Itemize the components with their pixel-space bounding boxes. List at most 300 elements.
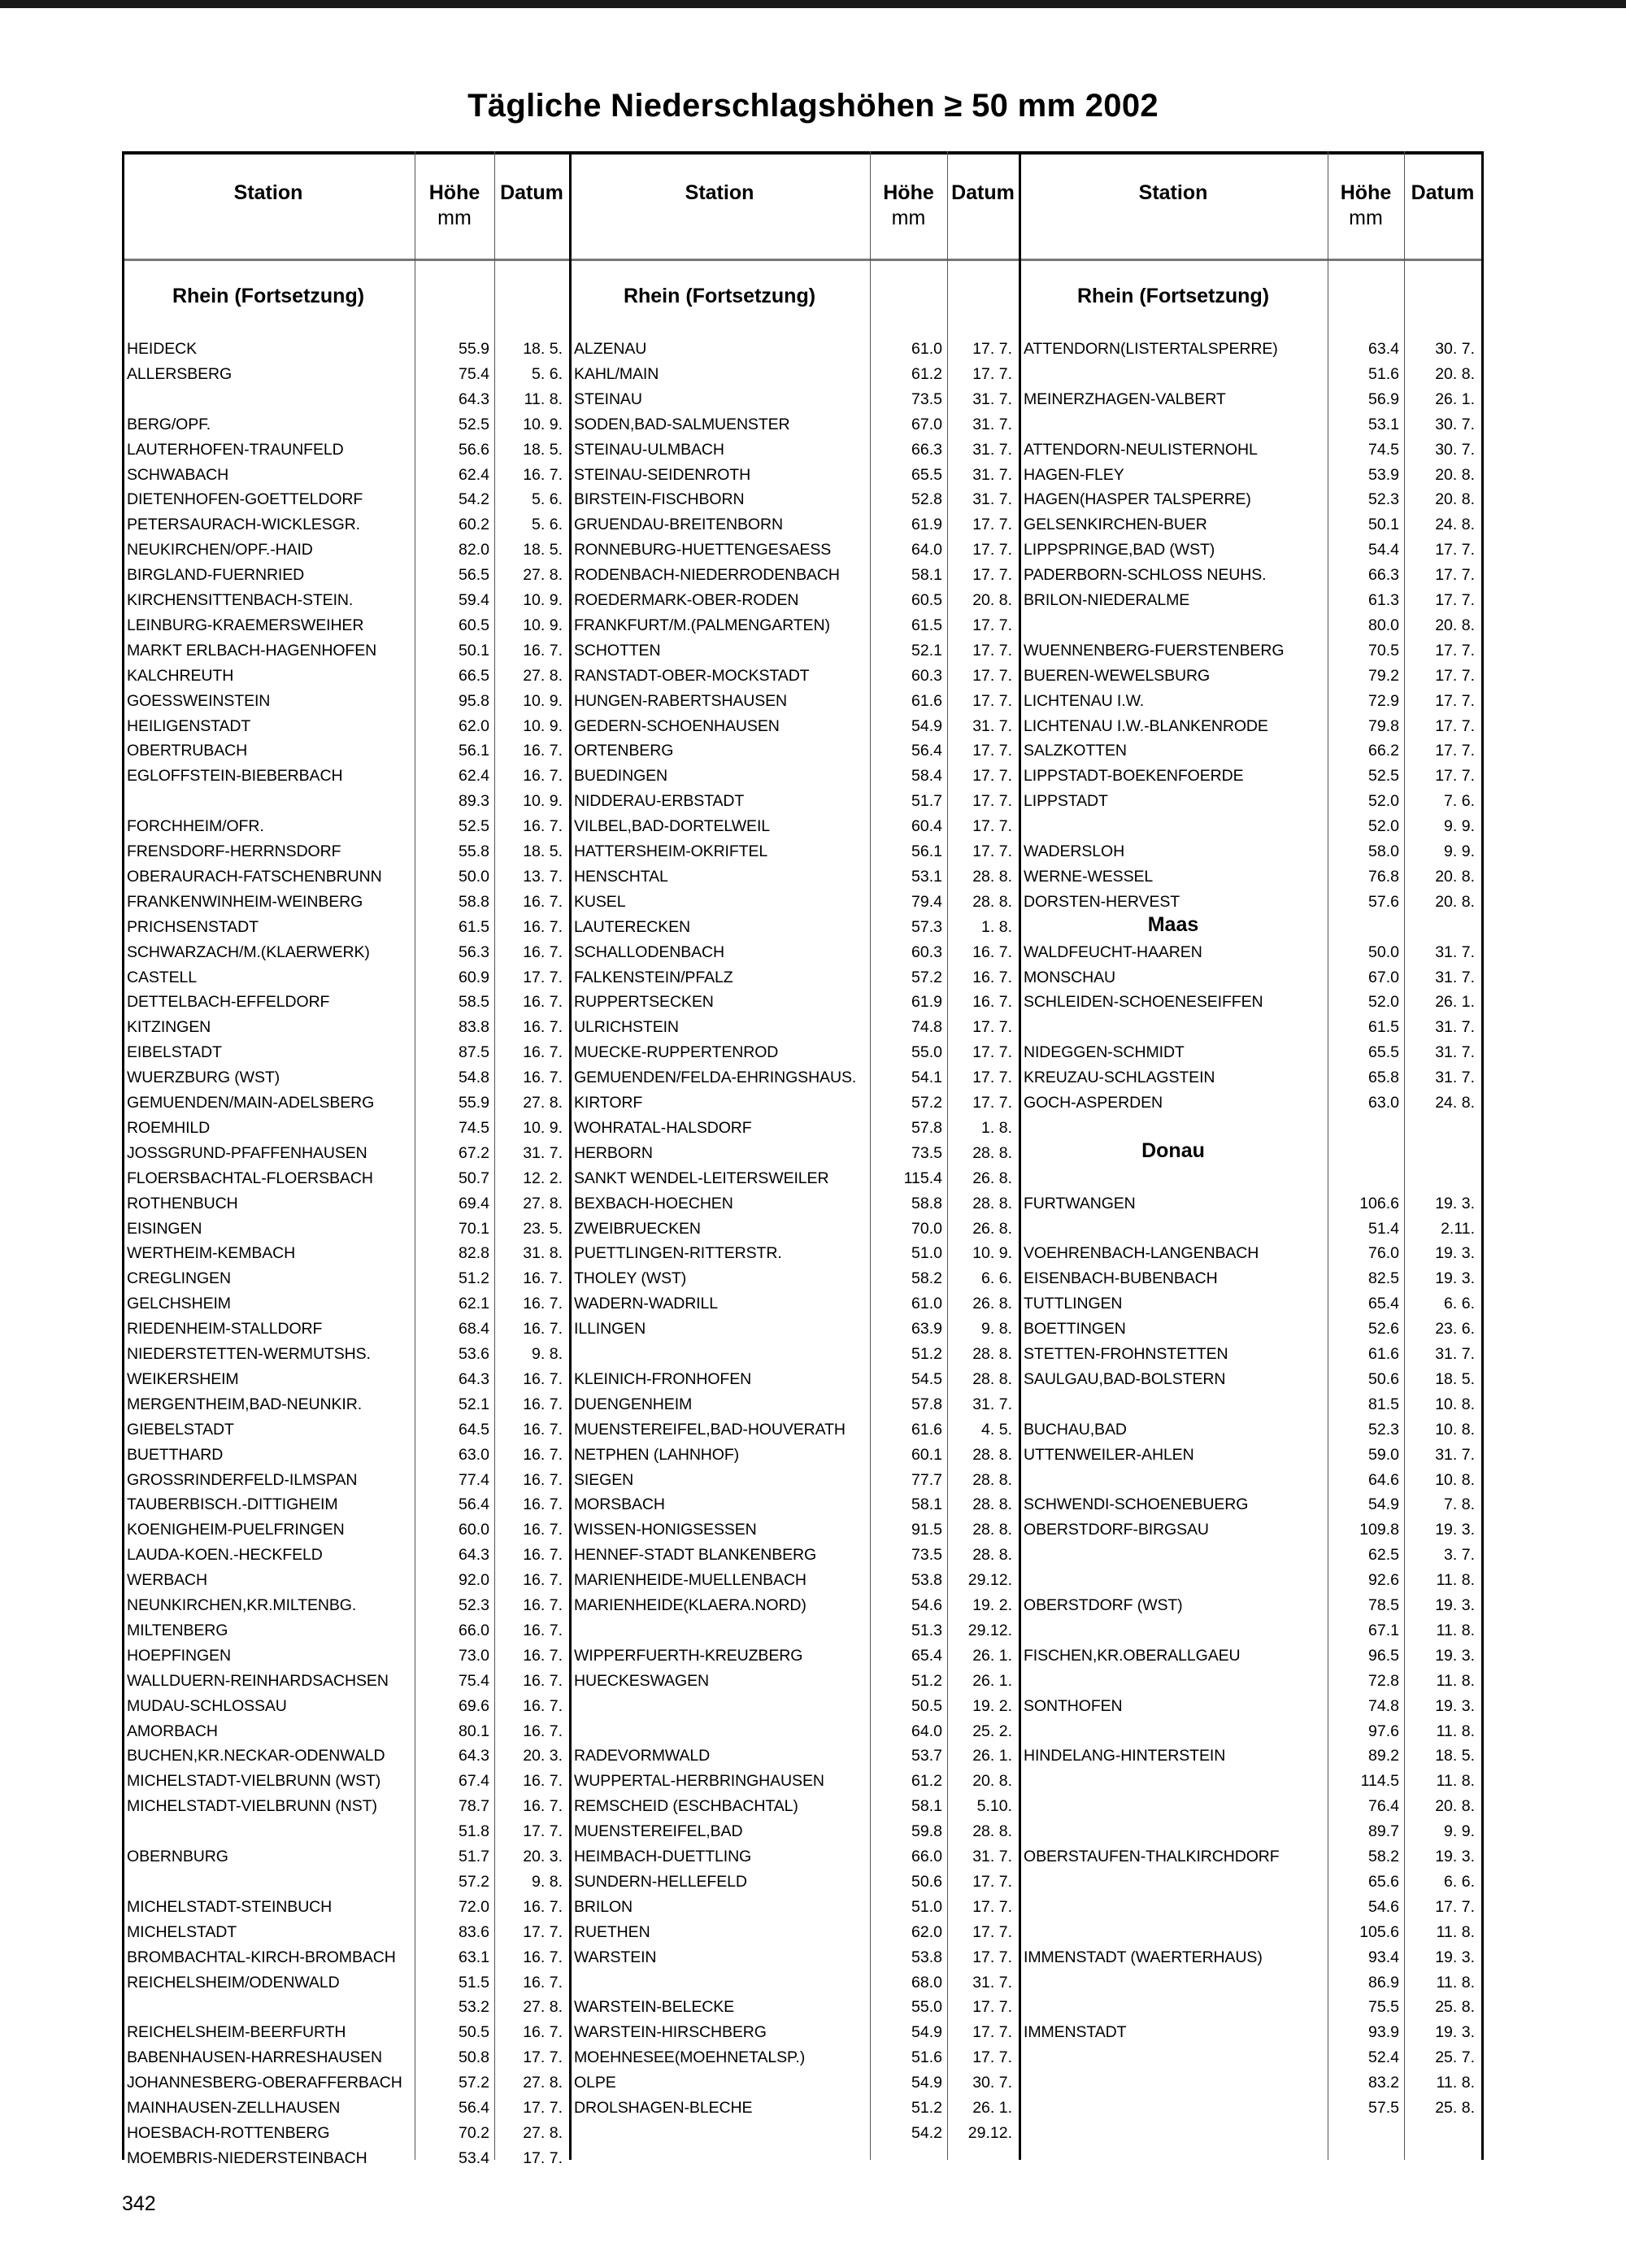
- date-value: 31. 7.: [972, 415, 1012, 433]
- date-value: 17. 7.: [972, 691, 1012, 710]
- height-value: 83.6: [459, 1922, 489, 1941]
- table-row: [1019, 1945, 1481, 1970]
- date-value: 16. 7.: [523, 1897, 563, 1916]
- table-row: [122, 1844, 569, 1869]
- table-row: [569, 1669, 1019, 1693]
- table-row: [122, 463, 569, 487]
- station-name: DORSTEN-HERVEST: [1024, 892, 1180, 911]
- table-row: [122, 362, 569, 386]
- date-value: 11. 8.: [524, 390, 563, 408]
- date-value: 10. 9.: [523, 591, 563, 609]
- height-value: 65.4: [1368, 1295, 1399, 1313]
- table-row: [569, 689, 1019, 713]
- date-value: 16. 7.: [523, 892, 563, 911]
- station-name: DROLSHAGEN-BLECHE: [574, 2099, 753, 2117]
- date-value: 17. 7.: [523, 1822, 563, 1841]
- table-row: [569, 1065, 1019, 1090]
- date-value: 26. 8.: [972, 1295, 1012, 1313]
- date-value: 19. 3.: [1435, 1948, 1475, 1966]
- height-value: 55.9: [459, 1094, 489, 1112]
- station-name: MICHELSTADT-VIELBRUNN (WST): [127, 1772, 381, 1791]
- table-row: [122, 2070, 569, 2095]
- date-value: 1. 8.: [981, 917, 1012, 936]
- date-value: 9. 9.: [1444, 817, 1475, 836]
- table-row: [1019, 1241, 1481, 1265]
- table-row: [1019, 1065, 1481, 1090]
- height-value: 57.3: [911, 917, 942, 936]
- date-value: 1. 8.: [981, 1118, 1012, 1137]
- station-name: LIPPSPRINGE,BAD (WST): [1024, 541, 1215, 559]
- height-value: 57.2: [911, 1094, 942, 1112]
- table-row: [569, 638, 1019, 663]
- station-name: SALZKOTTEN: [1024, 742, 1127, 760]
- height-value: 83.8: [459, 1018, 489, 1037]
- table-row: [569, 1593, 1019, 1617]
- height-value: 61.3: [1368, 591, 1399, 609]
- station-name: MUENSTEREIFEL,BAD: [574, 1822, 743, 1841]
- table-row: [1019, 738, 1481, 763]
- header-datum: Datum: [951, 181, 1015, 204]
- station-name: HINDELANG-HINTERSTEIN: [1024, 1747, 1226, 1765]
- height-value: 50.1: [459, 641, 489, 660]
- height-value: 62.4: [459, 465, 489, 484]
- table-row: [569, 1492, 1019, 1517]
- header-bottom-rule: [1019, 259, 1483, 261]
- header-hoehe-label: Höhe: [1340, 181, 1392, 204]
- header-hoehe: [415, 181, 494, 231]
- station-name: EISINGEN: [127, 1219, 202, 1238]
- table-row: [569, 1568, 1019, 1592]
- station-name: ROEDERMARK-OBER-RODEN: [574, 591, 799, 609]
- date-value: 16. 7.: [523, 465, 563, 484]
- table-row: [569, 1970, 1019, 1995]
- height-value: 69.6: [459, 1696, 489, 1715]
- height-value: 55.8: [459, 842, 489, 860]
- table-row: [122, 689, 569, 713]
- height-value: 51.3: [911, 1621, 942, 1639]
- date-value: 6. 6.: [981, 1269, 1012, 1288]
- table-row: [569, 714, 1019, 738]
- header-bottom-rule: [122, 259, 571, 261]
- height-value: 68.4: [459, 1320, 489, 1339]
- table-row: [1019, 1291, 1481, 1316]
- table-row: [122, 1342, 569, 1366]
- table-row: [122, 1241, 569, 1265]
- date-value: 28. 8.: [972, 1822, 1012, 1841]
- station-name: WADERSLOH: [1024, 842, 1125, 860]
- station-name: NIEDERSTETTEN-WERMUTSHS.: [127, 1345, 371, 1363]
- date-value: 16. 7.: [523, 1621, 563, 1639]
- date-value: 19. 3.: [1435, 1244, 1475, 1263]
- table-row: [1019, 387, 1481, 411]
- station-name: ATTENDORN-NEULISTERNOHL: [1024, 440, 1258, 459]
- height-value: 80.0: [1368, 616, 1399, 634]
- date-value: 17. 7.: [972, 742, 1012, 760]
- station-name: BIRSTEIN-FISCHBORN: [574, 490, 745, 509]
- date-value: 26. 1.: [972, 2099, 1012, 2117]
- table-row: [569, 437, 1019, 462]
- table-row: [569, 1166, 1019, 1191]
- height-value: 59.4: [459, 591, 489, 609]
- date-value: 16. 7.: [523, 1395, 563, 1413]
- date-value: 28. 8.: [972, 1470, 1012, 1489]
- date-value: 20. 8.: [1435, 490, 1475, 509]
- height-value: 73.0: [459, 1646, 489, 1665]
- date-value: 31. 7.: [1435, 1345, 1475, 1363]
- table-row: [122, 1593, 569, 1617]
- header-hoehe-unit: mm: [1349, 207, 1383, 229]
- height-value: 63.0: [459, 1445, 489, 1464]
- station-name: LAUTERECKEN: [574, 917, 691, 936]
- height-value: 51.5: [459, 1973, 489, 1992]
- table-row: [569, 1468, 1019, 1492]
- date-value: 20. 8.: [1435, 1797, 1475, 1816]
- station-name: MORSBACH: [574, 1495, 665, 1514]
- table-row: [1019, 1995, 1481, 2019]
- date-value: 16. 7.: [523, 1596, 563, 1614]
- date-value: 16. 7.: [523, 1521, 563, 1539]
- station-name: LICHTENAU I.W.-BLANKENRODE: [1024, 716, 1268, 735]
- date-value: 30. 7.: [1435, 340, 1475, 358]
- table-row: [122, 1743, 569, 1768]
- station-name: FRANKENWINHEIM-WEINBERG: [127, 892, 363, 911]
- height-value: 72.0: [459, 1897, 489, 1916]
- table-row: [122, 613, 569, 638]
- height-value: 79.2: [1368, 666, 1399, 685]
- table-row: [569, 839, 1019, 864]
- date-value: 29.12.: [967, 1621, 1012, 1639]
- date-value: 10. 9.: [523, 1118, 563, 1137]
- height-value: 73.5: [911, 1143, 942, 1162]
- station-name: STEINAU-SEIDENROTH: [574, 465, 751, 484]
- table-row: [569, 738, 1019, 763]
- station-name: MUDAU-SCHLOSSAU: [127, 1696, 287, 1715]
- height-value: 66.5: [459, 666, 489, 685]
- table-row: [1019, 538, 1481, 562]
- table-row: [569, 864, 1019, 889]
- station-name: HEIDECK: [127, 340, 197, 358]
- date-value: 16. 7.: [523, 993, 563, 1012]
- date-value: 30. 7.: [1435, 440, 1475, 459]
- table-row: [122, 638, 569, 663]
- table-row: [122, 1217, 569, 1241]
- table-row: [569, 1995, 1019, 2019]
- station-name: MERGENTHEIM,BAD-NEUNKIR.: [127, 1395, 363, 1413]
- table-row: [1019, 1517, 1481, 1542]
- table-row: [1019, 839, 1481, 864]
- table-row: [569, 1769, 1019, 1793]
- height-value: 58.2: [1368, 1848, 1399, 1865]
- station-name: PRICHSENSTADT: [127, 917, 259, 936]
- table-row: [569, 940, 1019, 964]
- table-row: [569, 1743, 1019, 1768]
- table-row: [1019, 638, 1481, 663]
- height-value: 54.6: [1368, 1897, 1399, 1916]
- table-row: [569, 1015, 1019, 1039]
- height-value: 52.0: [1368, 792, 1399, 811]
- date-value: 31. 7.: [972, 1973, 1012, 1992]
- table-row: [569, 1367, 1019, 1391]
- height-value: 50.8: [459, 2048, 489, 2067]
- height-value: 86.9: [1368, 1973, 1399, 1992]
- table-row: [569, 1141, 1019, 1165]
- height-value: 73.5: [911, 1546, 942, 1565]
- date-value: 17. 7.: [1435, 767, 1475, 786]
- table-row: [1019, 1643, 1481, 1668]
- height-value: 67.2: [459, 1143, 489, 1162]
- table-row: [569, 1116, 1019, 1140]
- height-value: 50.5: [911, 1696, 942, 1715]
- table-row: [1019, 1819, 1481, 1844]
- height-value: 53.7: [911, 1747, 942, 1765]
- station-name: LAUDA-KOEN.-HECKFELD: [127, 1546, 323, 1565]
- height-value: 67.0: [1368, 968, 1399, 986]
- date-value: 28. 8.: [972, 1143, 1012, 1162]
- date-value: 26. 8.: [972, 1219, 1012, 1238]
- date-value: 16. 7.: [972, 968, 1012, 986]
- station-name: DUENGENHEIM: [574, 1395, 693, 1413]
- height-value: 77.7: [911, 1470, 942, 1489]
- date-value: 18. 5.: [523, 842, 563, 860]
- table-row: [1019, 814, 1481, 838]
- station-name: WUERZBURG (WST): [127, 1069, 280, 1087]
- table-row: [569, 563, 1019, 587]
- date-value: 17. 7.: [1435, 591, 1475, 609]
- height-value: 51.7: [459, 1848, 489, 1865]
- height-value: 54.9: [1368, 1495, 1399, 1514]
- station-name: ALZENAU: [574, 340, 647, 358]
- table-row: [122, 1643, 569, 1668]
- station-name: WISSEN-HONIGSESSEN: [574, 1521, 757, 1539]
- header-top-rule: [122, 151, 571, 155]
- table-row: [1019, 563, 1481, 587]
- table-row: [1019, 1217, 1481, 1241]
- station-name: WARSTEIN-BELECKE: [574, 1998, 735, 2017]
- date-value: 23. 5.: [523, 1219, 563, 1238]
- station-name: KIRCHENSITTENBACH-STEIN.: [127, 591, 354, 609]
- date-value: 19. 3.: [1435, 1269, 1475, 1288]
- table-row: [569, 1443, 1019, 1467]
- height-value: 61.2: [911, 1772, 942, 1791]
- date-value: 19. 3.: [1435, 1848, 1475, 1865]
- date-value: 17. 7.: [523, 1922, 563, 1941]
- station-name: NETPHEN (LAHNHOF): [574, 1445, 740, 1464]
- date-value: 17. 7.: [972, 541, 1012, 559]
- date-value: 19. 3.: [1435, 1646, 1475, 1665]
- table-row: [1019, 714, 1481, 738]
- height-value: 54.1: [911, 1069, 942, 1087]
- table-row: [569, 2096, 1019, 2120]
- height-value: 114.5: [1360, 1772, 1399, 1791]
- station-name: MARKT ERLBACH-HAGENHOFEN: [127, 641, 377, 660]
- date-value: 31. 8.: [523, 1244, 563, 1263]
- height-value: 65.5: [911, 465, 942, 484]
- station-name: BUEDINGEN: [574, 767, 668, 786]
- height-value: 82.5: [1368, 1269, 1399, 1288]
- height-value: 66.0: [459, 1621, 489, 1639]
- station-name: IMMENSTADT: [1024, 2023, 1127, 2042]
- table-row: [122, 2020, 569, 2044]
- station-name: SCHWARZACH/M.(KLAERWERK): [127, 942, 370, 961]
- station-name: EIBELSTADT: [127, 1043, 222, 1062]
- height-value: 50.7: [459, 1169, 489, 1187]
- height-value: 65.5: [1368, 1043, 1399, 1062]
- date-value: 31. 7.: [1435, 942, 1475, 961]
- date-value: 31. 7.: [972, 465, 1012, 484]
- table-row: [122, 387, 569, 411]
- station-name: WERTHEIM-KEMBACH: [127, 1244, 296, 1263]
- table-row: [569, 1870, 1019, 1894]
- header-hoehe-label: Höhe: [428, 181, 480, 204]
- station-name: HEIMBACH-DUETTLING: [574, 1848, 752, 1865]
- station-name: GEDERN-SCHOENHAUSEN: [574, 716, 780, 735]
- station-name: LIPPSTADT: [1024, 792, 1108, 811]
- table-row: [122, 1367, 569, 1391]
- table-row: [1019, 1468, 1481, 1492]
- station-name: PUETTLINGEN-RITTERSTR.: [574, 1244, 782, 1263]
- table-row: [1019, 437, 1481, 462]
- height-value: 57.5: [1368, 2099, 1399, 2117]
- date-value: 26. 1.: [1435, 390, 1475, 408]
- height-value: 115.4: [903, 1169, 942, 1187]
- table-row: [1019, 463, 1481, 487]
- table-row: [569, 1342, 1019, 1366]
- height-value: 93.9: [1368, 2023, 1399, 2042]
- height-value: 50.6: [1368, 1369, 1399, 1388]
- date-value: 25. 2.: [972, 1722, 1012, 1740]
- height-value: 61.5: [911, 616, 942, 634]
- table-row: [569, 1291, 1019, 1316]
- station-name: MICHELSTADT-VIELBRUNN (NST): [127, 1797, 377, 1816]
- table-row: [1019, 965, 1481, 990]
- height-value: 55.0: [911, 1998, 942, 2017]
- table-row: [122, 1618, 569, 1643]
- table-row: [569, 1643, 1019, 1668]
- table-row: [1019, 940, 1481, 964]
- date-value: 17. 7.: [1435, 566, 1475, 585]
- height-value: 56.5: [459, 566, 489, 585]
- height-value: 89.7: [1368, 1822, 1399, 1841]
- station-name: WARSTEIN: [574, 1948, 657, 1966]
- table-row: [122, 1920, 569, 1944]
- date-value: 5. 6.: [532, 516, 563, 534]
- height-value: 62.0: [911, 1922, 942, 1941]
- column-divider: [1481, 151, 1484, 2160]
- height-value: 82.8: [459, 1244, 489, 1263]
- date-value: 18. 5.: [1435, 1747, 1475, 1765]
- station-name: RIEDENHEIM-STALLDORF: [127, 1320, 323, 1339]
- table-row: [1019, 512, 1481, 537]
- height-value: 52.3: [1368, 1420, 1399, 1439]
- date-value: 17. 7.: [1435, 541, 1475, 559]
- station-name: FLOERSBACHTAL-FLOERSBACH: [127, 1169, 373, 1187]
- header-hoehe-unit: mm: [891, 207, 926, 229]
- date-value: 16. 7.: [523, 1772, 563, 1791]
- station-name: OBERAURACH-FATSCHENBRUNN: [127, 867, 382, 886]
- river-section-title: Rhein (Fortsetzung): [623, 285, 816, 307]
- height-value: 51.2: [459, 1269, 489, 1288]
- height-value: 89.2: [1368, 1747, 1399, 1765]
- date-value: 17. 7.: [972, 1897, 1012, 1916]
- height-value: 64.5: [459, 1420, 489, 1439]
- top-border: [0, 0, 1626, 8]
- station-name: TUTTLINGEN: [1024, 1295, 1123, 1313]
- station-name: MARIENHEIDE-MUELLENBACH: [574, 1571, 806, 1590]
- table-row: [569, 1694, 1019, 1718]
- height-value: 57.2: [911, 968, 942, 986]
- date-value: 18. 5.: [1435, 1369, 1475, 1388]
- date-value: 7. 8.: [1444, 1495, 1475, 1514]
- height-value: 89.3: [459, 792, 489, 811]
- height-value: 63.0: [1368, 1094, 1399, 1112]
- table-row: [1019, 613, 1481, 638]
- height-value: 91.5: [911, 1521, 942, 1539]
- date-value: 16. 7.: [523, 1948, 563, 1966]
- date-value: 16. 7.: [523, 641, 563, 660]
- date-value: 16. 7.: [523, 1571, 563, 1590]
- table-row: [1019, 1543, 1481, 1567]
- date-value: 11. 8.: [1436, 1671, 1475, 1690]
- height-value: 60.0: [459, 1521, 489, 1539]
- height-value: 58.2: [911, 1269, 942, 1288]
- date-value: 17. 7.: [972, 1872, 1012, 1891]
- height-value: 56.1: [911, 842, 942, 860]
- table-row: [122, 1719, 569, 1743]
- table-row: [122, 1669, 569, 1693]
- table-row: [1019, 1694, 1481, 1718]
- date-value: 16. 7.: [523, 1018, 563, 1037]
- date-value: 10. 8.: [1435, 1395, 1475, 1413]
- date-value: 27. 8.: [523, 2123, 563, 2142]
- station-name: OBERSTDORF-BIRGSAU: [1024, 1521, 1209, 1539]
- height-value: 52.4: [1368, 2048, 1399, 2067]
- height-value: 63.9: [911, 1320, 942, 1339]
- height-value: 60.1: [911, 1445, 942, 1464]
- station-name: WALLDUERN-REINHARDSACHSEN: [127, 1671, 389, 1690]
- station-name: STETTEN-FROHNSTETTEN: [1024, 1345, 1228, 1363]
- station-name: BROMBACHTAL-KIRCH-BROMBACH: [127, 1948, 396, 1966]
- height-value: 83.2: [1368, 2074, 1399, 2092]
- height-value: 61.5: [1368, 1018, 1399, 1037]
- height-value: 69.4: [459, 1194, 489, 1212]
- height-value: 60.5: [459, 616, 489, 634]
- station-name: MOEMBRIS-NIEDERSTEINBACH: [127, 2148, 367, 2167]
- height-value: 61.0: [911, 1295, 942, 1313]
- table-row: [569, 1543, 1019, 1567]
- station-name: FISCHEN,KR.OBERALLGAEU: [1024, 1646, 1241, 1665]
- table-row: [122, 814, 569, 838]
- table-row: [1019, 1794, 1481, 1818]
- date-value: 31. 7.: [972, 716, 1012, 735]
- table-row: [122, 1090, 569, 1115]
- height-value: 80.1: [459, 1722, 489, 1740]
- table-row: [122, 512, 569, 537]
- station-name: EGLOFFSTEIN-BIEBERBACH: [127, 767, 343, 786]
- date-value: 19. 2.: [972, 1596, 1012, 1614]
- table-row: [1019, 337, 1481, 361]
- station-name: THOLEY (WST): [574, 1269, 687, 1288]
- station-name: GELSENKIRCHEN-BUER: [1024, 516, 1207, 534]
- header-datum: Datum: [1411, 181, 1475, 204]
- table-row: [569, 890, 1019, 914]
- date-value: 28. 8.: [972, 1546, 1012, 1565]
- height-value: 58.4: [911, 767, 942, 786]
- height-value: 62.4: [459, 767, 489, 786]
- station-name: WERNE-WESSEL: [1024, 867, 1154, 886]
- header-hoehe-unit: mm: [437, 207, 472, 229]
- station-name: SODEN,BAD-SALMUENSTER: [574, 415, 790, 433]
- height-value: 92.0: [459, 1571, 489, 1590]
